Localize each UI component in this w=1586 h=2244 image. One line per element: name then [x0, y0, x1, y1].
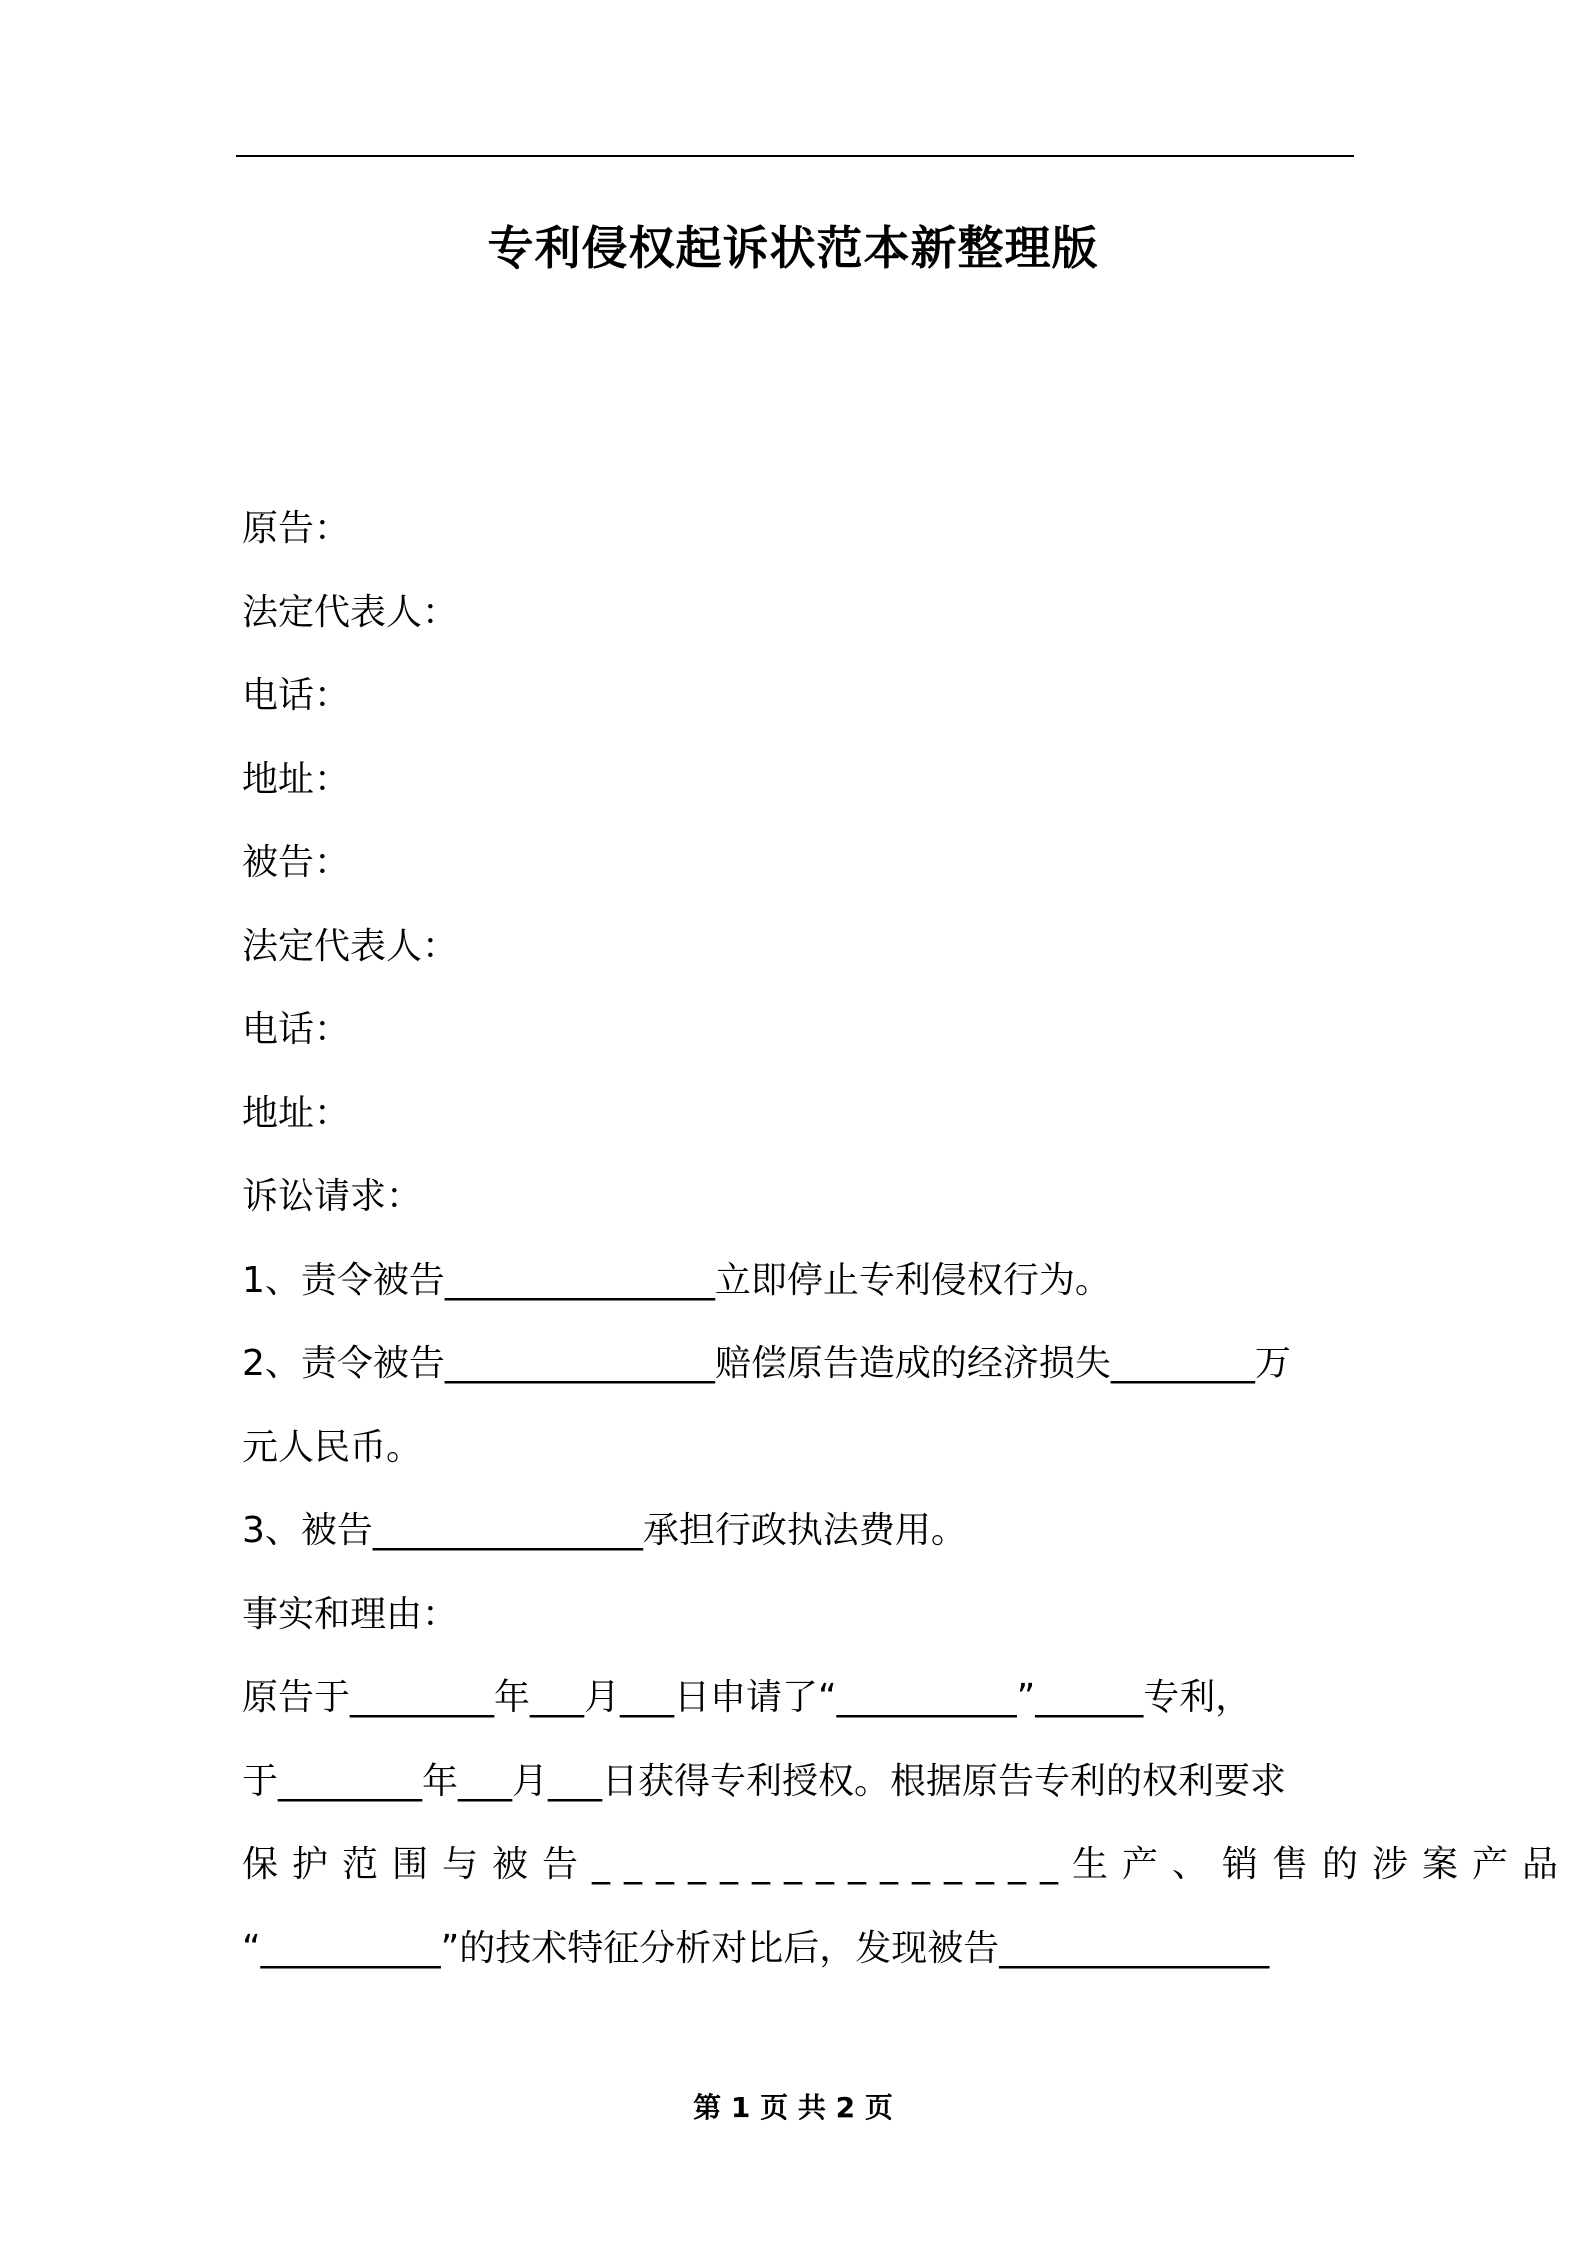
defendant-phone-label: 电话： — [242, 1009, 351, 1050]
plaintiff-phone-label: 电话： — [242, 675, 351, 716]
claim-2-continued: 元人民币。 — [242, 1426, 423, 1468]
defendant-label: 被告： — [242, 842, 351, 883]
facts-paragraph-line-4: “__________”的技术特征分析对比后，发现被告_______________ — [242, 1927, 1270, 1969]
defendant-address-label: 地址： — [242, 1092, 351, 1134]
plaintiff-legal-rep-label: 法定代表人： — [242, 591, 459, 633]
plaintiff-address-label: 地址： — [242, 758, 351, 800]
plaintiff-label: 原告： — [242, 508, 351, 549]
claims-heading: 诉讼请求： — [242, 1176, 423, 1217]
header-rule — [236, 155, 1354, 157]
document-title: 专利侵权起诉状范本新整理版 — [487, 221, 1099, 275]
page-number-footer: 第 1 页 共 2 页 — [693, 2091, 893, 2124]
facts-heading: 事实和理由： — [242, 1593, 459, 1635]
claim-1: 1、责令被告_______________立即停止专利侵权行为。 — [242, 1259, 1111, 1301]
defendant-legal-rep-label: 法定代表人： — [242, 925, 459, 967]
claim-2: 2、责令被告_______________赔偿原告造成的经济损失________万 — [242, 1343, 1291, 1384]
facts-paragraph-line-1: 原告于________年___月___日申请了“__________”______专利， — [242, 1677, 1252, 1718]
facts-paragraph-line-3: 保护范围与被告_______________生产、销售的涉案产品 — [242, 1844, 1573, 1885]
facts-paragraph-line-2: 于________年___月___日获得专利授权。根据原告专利的权利要求 — [242, 1760, 1287, 1802]
claim-3: 3、被告_______________承担行政执法费用。 — [242, 1510, 967, 1551]
document-body — [242, 487, 1573, 1990]
